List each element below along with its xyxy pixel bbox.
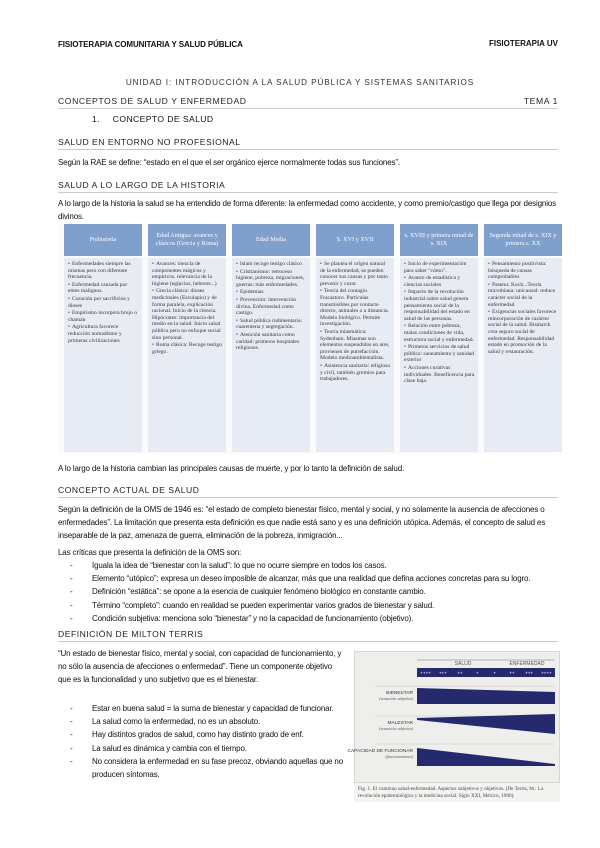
dash-bullet-icon: - <box>70 756 73 766</box>
heading-number: 1. <box>92 114 100 124</box>
bullet-icon: • <box>404 275 406 282</box>
bullet-icon: • <box>68 310 70 317</box>
dash-bullet-icon: - <box>70 704 73 713</box>
timeline-item-text: Avance de estadística y ciencias sociales <box>404 275 461 288</box>
list-item <box>70 585 560 598</box>
list-item <box>70 702 350 715</box>
fig-row-label: MALESTAR <box>387 721 413 726</box>
timeline-item <box>320 329 391 362</box>
section-tag: TEMA 1 <box>523 96 558 106</box>
history-outro: A lo largo de la historia cambian las principales causas de muerte, y por lo tanto la definición de salud. <box>58 464 405 473</box>
timeline-column-title: s. XVIII y primera mitad de s. XIX <box>400 224 478 256</box>
list-item <box>70 559 560 572</box>
dash-bullet-icon: - <box>70 730 73 740</box>
timeline-column <box>148 224 226 452</box>
timeline-item <box>68 310 139 323</box>
bullet-icon: • <box>236 331 238 338</box>
timeline-item-text: Pensamiento positivista: búsqueda de causas comprobables <box>488 261 547 281</box>
bullet-icon: • <box>320 362 322 369</box>
timeline-item <box>152 288 223 341</box>
fig-scale-label: + <box>476 670 479 676</box>
timeline-column-body <box>484 258 562 452</box>
timeline-item <box>68 261 139 281</box>
list-item-text: Iguala la idea de “bienestar con la salud”: lo que no ocurre siempre en todos los casos. <box>92 561 387 570</box>
timeline-item-text: Grecia clásica: dioses medicinales (Esculapio) y de forma paralela, explicación racional. Inicio de la ciencia. Hipócrates: importancia del medio en la salud. Inicio salud pública pero no enfoque social sino personal. <box>152 288 221 341</box>
fig-malaise-wedge <box>417 714 555 734</box>
list-item <box>70 742 350 755</box>
list-item <box>70 572 560 585</box>
timeline-item <box>236 289 307 296</box>
unit-title: UNIDAD I: INTRODUCCIÓN A LA SALUD PÚBLICA Y SISTEMAS SANITARIOS <box>125 78 475 87</box>
timeline-item-text: Enfermedades siempre las mismas pero con diferente frecuencia. <box>68 261 131 281</box>
bullet-icon: • <box>320 328 322 335</box>
timeline-item-text: Epidemias <box>239 289 264 296</box>
timeline-item-text: Islam recoge testigo clásico <box>239 261 302 267</box>
fig-row-sublabel: (sensación subjetiva) <box>379 726 413 731</box>
timeline-item <box>404 275 475 288</box>
list-item-text: No considera la enfermedad en su fase precoz, obviando aquellas que no producen síntomas. <box>92 756 344 780</box>
timeline-item-text: Prevención: intervención divina. Enfermedad como castigo. <box>236 296 297 317</box>
fig-scale-label: ++++ <box>541 670 552 676</box>
numbered-heading <box>92 114 213 124</box>
list-item-text: La salud como la enfermedad, no es un absoluto. <box>92 717 261 727</box>
terris-points-list <box>70 702 350 781</box>
bullet-icon: • <box>68 324 70 331</box>
who-definition-paragraph: Según la definición de la OMS de 1946 es: “el estado de completo bienestar físico, mental y social, y no solamente la ausencia de afecciones o enfermedades”. La limitación que presenta esta definición es que nadie está sano y es una definición utópica. Además, el concepto de salud es inseparable de la paz, amenaza de guerra, eliminación de la pobreza, inmigración... <box>58 505 546 540</box>
critics-intro: Las críticas que presenta la definición de la OMS son: <box>58 548 242 557</box>
list-item <box>70 715 350 728</box>
fig-scale-label: ++++ <box>420 670 431 676</box>
fig-row-label: CAPACIDAD DE FUNCIONAR <box>347 749 413 754</box>
health-continuum-figure <box>347 651 560 783</box>
timeline-item <box>236 318 307 331</box>
timeline-item-text: Exigencias sociales favorece reincorporación de carácter social de la salud. Bismarck crea seguro social de enfermedad. Responsabilidad estado en promoción de la salud y restauración. <box>488 309 557 355</box>
header-course-title: FISIOTERAPIA COMUNITARIA Y SALUD PÚBLICA <box>58 40 243 49</box>
timeline-item-text: Impacto de la revolución industrial sobre salud genera pensamiento social de la responsabilidad del estado en salud de las personas. <box>404 289 470 322</box>
timeline-item <box>488 309 559 355</box>
timeline-item-text: Teoría del contagio. Fracastoro. Partículas transmisibles por contacto directo, animales o a distancia. Modelo biológico. Permite investigación. <box>320 288 389 328</box>
timeline-column <box>64 224 142 452</box>
figure-caption: Fig. 1. El continuo salud-enfermedad. Aspectos subjetivos y objetivos. (De Terris, M.: La revolución epidemiológica y la medicina social. Siglo XXI, México, 1980). <box>354 783 560 802</box>
fig-row-sublabel: (funcionamiento) <box>385 754 413 759</box>
bullet-icon: • <box>488 261 490 267</box>
timeline-item <box>152 342 223 355</box>
timeline-item <box>236 332 307 352</box>
fig-scale-label: ++ <box>509 670 515 676</box>
timeline-item-text: Relación entre pobreza, malas condiciones de vida, estructura social y enfermedad. <box>404 323 474 343</box>
section-title: CONCEPTOS DE SALUD Y ENFERMEDAD <box>58 96 247 106</box>
bullet-icon: • <box>68 281 70 288</box>
timeline-column <box>400 224 478 452</box>
list-item <box>70 755 350 781</box>
timeline-item-text: Avances: mezcla de componentes mágicos y empíricos. relevancia de la higiene (egipcios, hebreos...) <box>152 261 217 287</box>
bullet-icon: • <box>488 281 490 288</box>
fig-scale-bar <box>417 668 555 677</box>
timeline-column-title: Prehistoria <box>64 224 142 256</box>
timeline-item <box>68 324 139 344</box>
timeline-column-body <box>232 258 310 452</box>
timeline-item <box>488 282 559 308</box>
rae-definition: Según la RAE se define: “estado en el que el ser orgánico ejerce normalmente todas sus funciones”. <box>58 158 400 167</box>
bullet-icon: • <box>404 364 406 371</box>
list-item-text: Elemento “utópico”: expresa un deseo imposible de alcanzar, más que una realidad que defina acciones concretas para su logro. <box>92 574 531 584</box>
list-item-text: Estar en buena salud = la suma de bienestar y capacidad de funcionar. <box>92 704 334 713</box>
timeline-column-title: Edad Antigua: avances y clásicos (Grecia y Roma) <box>148 224 226 256</box>
list-item-text: La salud es dinámica y cambia con el tiempo. <box>92 743 247 753</box>
dash-bullet-icon: - <box>70 561 73 570</box>
fig-row-sublabel: (sensación subjetiva) <box>379 696 413 701</box>
bullet-icon: • <box>152 261 154 267</box>
dash-bullet-icon: - <box>70 587 73 597</box>
timeline-column-title: Edad Media <box>232 224 310 256</box>
timeline-item <box>404 289 475 322</box>
timeline-column <box>232 224 310 452</box>
timeline-item <box>68 296 139 309</box>
bullet-icon: • <box>404 344 406 351</box>
terris-quote: “Un estado de bienestar físico, mental y social, con capacidad de funcionamiento, y no sólo la ausencia de afecciones o enfermedad”. Tiene un componente objetivo que es la funcionalidad y uno subjetivo que es el bienestar. <box>58 649 342 684</box>
timeline-column-body <box>64 258 142 452</box>
fig-label-salud: SALUD <box>454 661 472 667</box>
bullet-icon: • <box>404 323 406 330</box>
timeline-item-text: Teoría miasmática: Sydenham. Miasmas son elementos suspendidos en aire, provienen de putrefacción. Modelo medioambientalista. <box>320 328 390 362</box>
bullet-icon: • <box>236 296 238 303</box>
timeline-item-text: Agricultura favorece reducción nomadismo y primeras civilizaciones <box>68 324 122 344</box>
timeline-column-body <box>148 258 226 452</box>
timeline-item-text: Cristianismo: retroceso higiene, pobreza, migraciones, guerras: más enfermedades. <box>236 268 305 288</box>
timeline-item-text: Empirismo incorpora brujo o chamán <box>68 310 138 323</box>
bullet-icon: • <box>236 317 238 324</box>
fig-function-wedge <box>417 748 555 766</box>
timeline-item-text: Acciones curativas individuales. Beneficencia para clase baja. <box>404 364 475 385</box>
bullet-icon: • <box>320 288 322 295</box>
timeline-item <box>236 269 307 289</box>
header-university: FISIOTERAPIA UV <box>488 39 558 48</box>
timeline-item <box>404 323 475 343</box>
bullet-icon: • <box>236 289 238 296</box>
timeline-item-text: Inicio de experimentación para saber "cómo". <box>404 261 467 274</box>
timeline-item-text: Se plantea el origen natural de la enfermedad, se pueden conocer sus causas y por tanto prevenir y curar. <box>320 261 388 287</box>
timeline-item-text: Primeros servicios de salud pública: saneamiento y sanidad exterior <box>404 344 475 364</box>
bullet-icon: • <box>68 261 70 267</box>
timeline-item <box>320 261 391 287</box>
fig-scale-label: +++ <box>438 670 447 676</box>
timeline-column-title: S. XVI y XVII <box>316 224 394 256</box>
bullet-icon: • <box>236 268 238 275</box>
bullet-icon: • <box>68 295 70 302</box>
fig-wellbeing-wedge <box>417 688 555 704</box>
bullet-icon: • <box>320 261 322 267</box>
timeline-item-text: Asistencia sanitaria: religiosa y civil, también gremios para trabajadores. <box>320 362 390 383</box>
timeline-item <box>236 261 307 268</box>
timeline-item <box>320 363 391 383</box>
bullet-icon: • <box>488 309 490 316</box>
history-timeline-figure <box>58 224 556 454</box>
list-item-text: Condición subjetiva: menciona solo “bienestar” y no la capacidad de funcionamiento (objetivo). <box>92 613 414 623</box>
timeline-item <box>404 261 475 274</box>
timeline-item <box>404 365 475 385</box>
timeline-item <box>68 282 139 295</box>
subheading-history: SALUD A LO LARGO DE LA HISTORIA <box>58 180 558 193</box>
timeline-column <box>316 224 394 452</box>
dash-bullet-icon: - <box>70 613 73 623</box>
bullet-icon: • <box>404 289 406 296</box>
timeline-item-text: Pasteur, Koch...Teoría microbiana: unicausal: reduce carácter social de la enfermedad <box>488 281 556 308</box>
timeline-item-text: Enfermedad causada por entes malignos. <box>68 281 128 295</box>
timeline-item <box>236 297 307 317</box>
timeline-item-text: Atención sanitaria como caridad: primeros hospitales religiosos. <box>236 331 300 352</box>
bullet-icon: • <box>404 261 406 267</box>
fig-scale-label: ++ <box>457 670 463 676</box>
timeline-column-body <box>400 258 478 452</box>
critics-list <box>70 559 560 625</box>
bullet-icon: • <box>236 261 238 267</box>
timeline-column-body <box>316 258 394 452</box>
timeline-item-text: Curación por sacrificios y dioses <box>68 295 130 309</box>
fig-row-label: BIENESTAR <box>386 691 413 696</box>
subheading-current-concept: CONCEPTO ACTUAL DE SALUD <box>58 485 558 498</box>
bullet-icon: • <box>152 342 154 349</box>
health-continuum-chart <box>347 652 561 784</box>
fig-scale-label: + <box>493 670 496 676</box>
subheading-non-professional: SALUD EN ENTORNO NO PROFESIONAL <box>58 137 558 150</box>
heading-label: CONCEPTO DE SALUD <box>112 114 214 124</box>
timeline-item-text: Salud pública rudimentaria: cuarentena y segregación. <box>236 317 303 331</box>
timeline-item-text: Roma clásica: Recoge testigo griego. <box>152 342 222 355</box>
timeline-item <box>320 288 391 328</box>
list-item-text: Definición “estática”: se opone a la esencia de cualquier fenómeno biológico en constante cambio. <box>92 587 426 597</box>
timeline-item <box>152 261 223 287</box>
subheading-milton-terris: DEFINICIÓN DE MILTON TERRIS <box>58 629 558 642</box>
list-item <box>70 612 560 625</box>
timeline-item <box>404 344 475 364</box>
dash-bullet-icon: - <box>70 574 73 584</box>
fig-scale-label: +++ <box>525 670 534 676</box>
list-item <box>70 728 350 741</box>
fig-label-enfermedad: ENFERMEDAD <box>509 661 545 667</box>
dash-bullet-icon: - <box>70 717 73 727</box>
list-item-text: Término “completo”: cuando en realidad se pueden experimentar varios grados de bienestar y salud. <box>92 600 435 610</box>
bullet-icon: • <box>152 288 154 295</box>
timeline-item <box>488 261 559 281</box>
timeline-column-title: Segunda mitad de s. XIX y primera s. XX <box>484 224 562 256</box>
dash-bullet-icon: - <box>70 743 73 753</box>
list-item <box>70 599 560 612</box>
section-heading <box>58 96 558 109</box>
timeline-column <box>484 224 562 452</box>
history-intro: A lo largo de la historia la salud se ha entendido de forma diferente: la enfermedad como accidente, y como premio/castigo que llega por designios divinos. <box>58 199 556 221</box>
list-item-text: Hay distintos grados de salud, como hay distinto grado de enf. <box>92 730 304 740</box>
dash-bullet-icon: - <box>70 600 73 610</box>
